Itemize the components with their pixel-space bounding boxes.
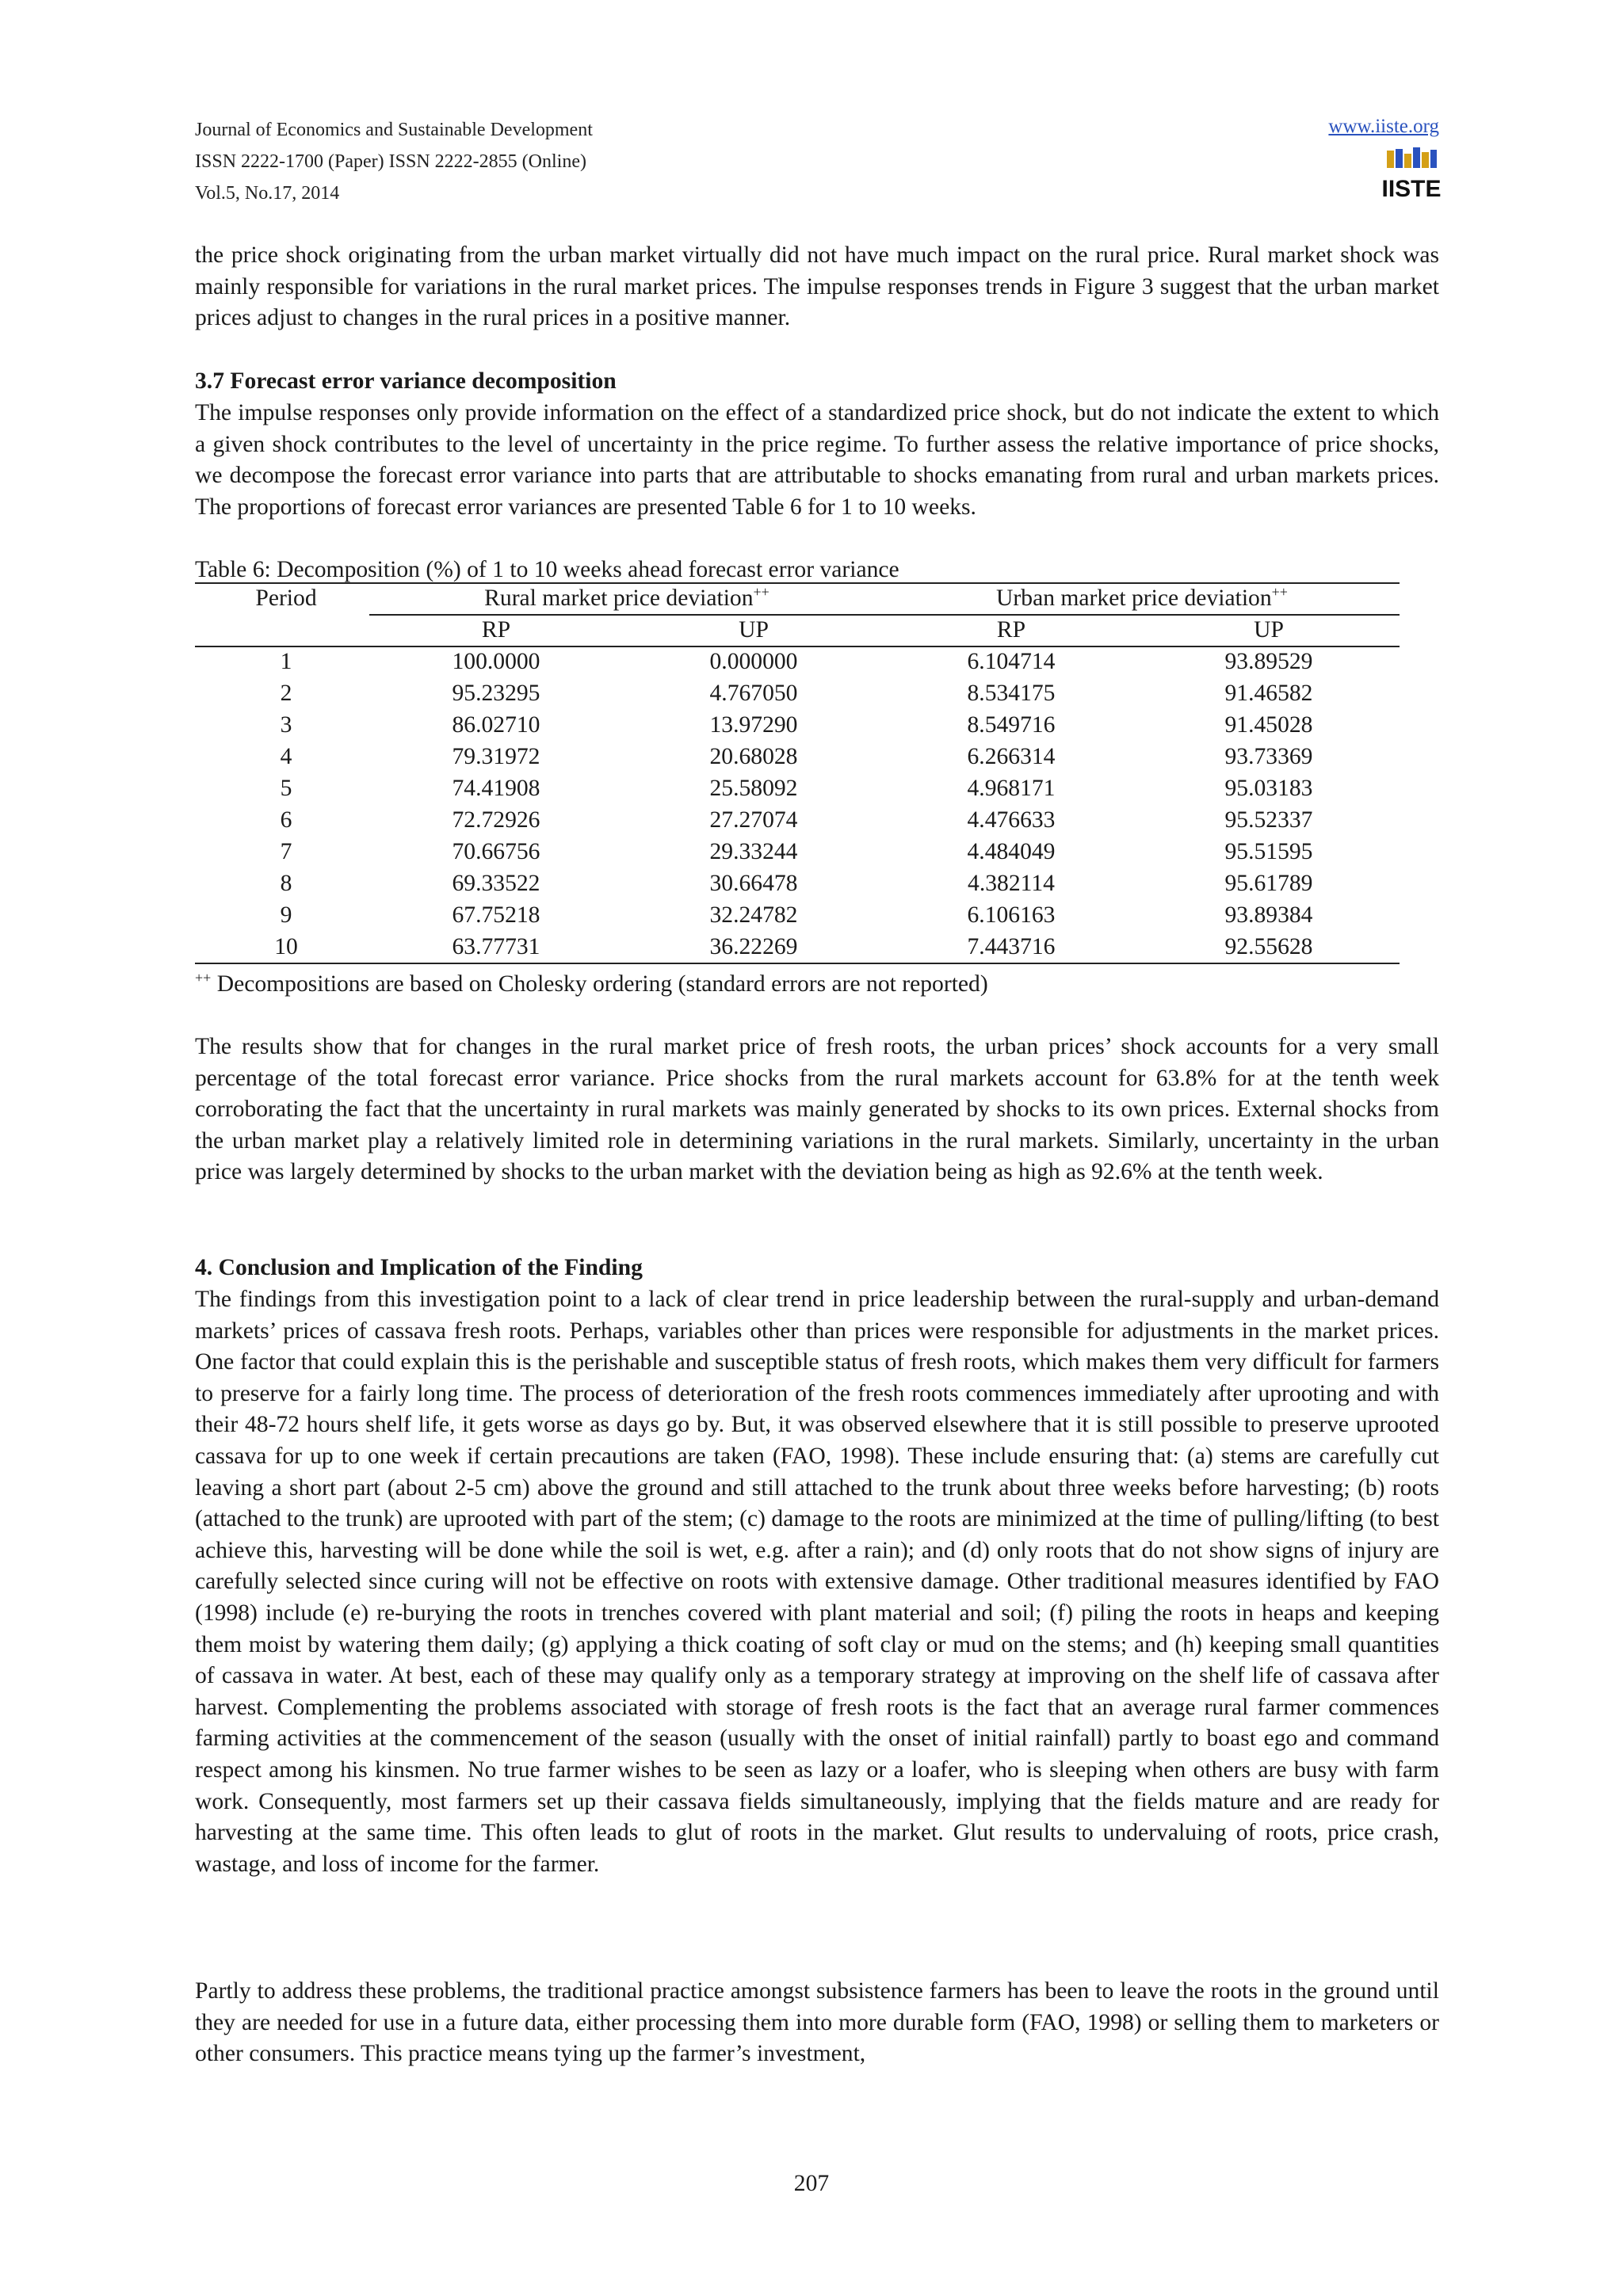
table-bottom-rule	[195, 963, 1400, 964]
section-heading-3-7: 3.7 Forecast error variance decomposition	[195, 368, 617, 394]
journal-issn: ISSN 2222-1700 (Paper) ISSN 2222-2855 (Online)	[195, 151, 586, 172]
cell-urban-rp: 4.968171	[967, 776, 1056, 801]
journal-name: Journal of Economics and Sustainable Development	[195, 120, 593, 140]
cell-urban-rp: 7.443716	[967, 934, 1056, 959]
table-row	[195, 868, 1400, 899]
cell-urban-rp: 8.534175	[967, 681, 1056, 706]
cell-rural-rp: 63.77731	[452, 934, 540, 959]
cell-urban-up: 95.52337	[1224, 807, 1313, 833]
cell-rural-rp: 67.75218	[452, 902, 540, 928]
cell-rural-up: 30.66478	[709, 871, 798, 896]
table-row	[195, 677, 1400, 709]
table-row	[195, 741, 1400, 772]
table-row	[195, 836, 1400, 868]
table-row	[195, 772, 1400, 804]
section-heading-4: 4. Conclusion and Implication of the Finding	[195, 1255, 643, 1280]
journal-volume: Vol.5, No.17, 2014	[195, 183, 340, 204]
cell-urban-rp: 6.106163	[967, 902, 1056, 928]
cell-urban-up: 93.73369	[1224, 744, 1313, 769]
cell-rural-up: 0.000000	[709, 649, 798, 674]
cell-urban-rp: 6.104714	[967, 649, 1056, 674]
subheader-rural-up: UP	[739, 617, 769, 643]
table-row	[195, 899, 1400, 931]
subheader-urban-rp: RP	[996, 617, 1026, 643]
cell-urban-rp: 6.266314	[967, 744, 1056, 769]
table-row	[195, 804, 1400, 836]
page-header	[195, 116, 1442, 211]
cell-urban-up: 91.46582	[1224, 681, 1313, 706]
cell-rural-rp: 70.66756	[452, 839, 540, 864]
cell-urban-rp: 4.476633	[967, 807, 1056, 833]
iiste-logo-icon	[1381, 147, 1442, 202]
cell-rural-rp: 69.33522	[452, 871, 540, 896]
cell-rural-up: 4.767050	[709, 681, 798, 706]
logo-wordmark: IISTE	[1381, 176, 1442, 202]
cell-period: 6	[280, 807, 292, 833]
cell-period: 8	[280, 871, 292, 896]
cell-urban-up: 91.45028	[1224, 712, 1313, 738]
cell-rural-rp: 74.41908	[452, 776, 540, 801]
table-body	[195, 646, 1400, 963]
cell-rural-rp: 86.02710	[452, 712, 540, 738]
cell-rural-up: 27.27074	[709, 807, 798, 833]
cell-urban-up: 93.89529	[1224, 649, 1313, 674]
final-paragraph: Partly to address these problems, the traditional practice amongst subsistence farmers has been to leave the roots in the ground until they are needed for use in a future data, either processing them into more durable form (FAO, 1998) or selling them to marketers or other consumers. This practice means tying up the farmer’s investment,	[195, 1978, 1439, 2067]
results-paragraph: The results show that for changes in the rural market price of fresh roots, the urban prices’ shock accounts for a very small percentage of the total forecast error variance. Price shocks from the rural markets account for 63.8% for at the tenth week corroborating the fact that the uncertainty in rural markets was mainly generated by shocks to its own prices. External shocks from the urban market play a relatively limited role in determining variations in the rural markets. Similarly, uncertainty in the urban price was largely determined by shocks to the urban market with the deviation being as high as 92.6% at the tenth week.	[195, 1034, 1439, 1185]
cell-period: 9	[280, 902, 292, 928]
section-3-7-paragraph: The impulse responses only provide information on the effect of a standardized price shock, but do not indicate the extent to which a given shock contributes to the level of uncertainty in the price regime. To further assess the relative importance of price shocks, we decompose the forecast error variance into parts that are attributable to shocks emanating from rural and urban markets prices. The proportions of forecast error variances are presented Table 6 for 1 to 10 weeks.	[195, 400, 1439, 520]
cell-rural-up: 36.22269	[709, 934, 798, 959]
cell-rural-up: 25.58092	[709, 776, 798, 801]
table-caption: Table 6: Decomposition (%) of 1 to 10 weeks ahead forecast error variance	[195, 557, 899, 582]
table-row	[195, 931, 1400, 963]
cell-rural-up: 13.97290	[709, 712, 798, 738]
cell-rural-rp: 95.23295	[452, 681, 540, 706]
subheader-rural-rp: RP	[481, 617, 511, 643]
cell-rural-rp: 100.0000	[452, 649, 540, 674]
cell-period: 1	[280, 649, 292, 674]
website-link[interactable]: www.iiste.org	[1328, 116, 1439, 137]
cell-rural-rp: 79.31972	[452, 744, 540, 769]
cell-period: 3	[280, 712, 292, 738]
table-row	[195, 646, 1400, 677]
section-4-paragraph: The findings from this investigation point to a lack of clear trend in price leadership between the rural-supply and urban-demand markets’ prices of cassava fresh roots. Perhaps, variables other than prices were responsible for adjustments in the market prices. One factor that could explain this is the perishable and susceptible status of fresh roots, which makes them very difficult for farmers to preserve for a fairly long time. The process of deterioration of the fresh roots commences immediately after uprooting and with their 48-72 hours shelf life, it gets worse as days go by. But, it was observed elsewhere that it is still possible to preserve uprooted cassava for up to one week if certain precautions are taken (FAO, 1998). These include ensuring that: (a) stems are carefully cut leaving a short part (about 2-5 cm) above the ground and still attached to the trunk about three weeks before harvesting; (b) roots (attached to the trunk) are uprooted with part of the stem; (c) damage to the roots are minimized at the time of pulling/lifting (to best achieve this, harvesting will be done while the soil is wet, e.g. after a rain); and (d) only roots that do not show signs of injury are carefully selected since curing will not be effective on roots with extensive damage. Other traditional measures identified by FAO (1998) include (e) re-burying the roots in trenches covered with plant material and soil; (f) piling the roots in heaps and keeping them moist by watering them daily; (g) applying a thick coating of soft clay or mud on the stems; and (h) keeping small quantities of cassava in water. At best, each of these may qualify only as a temporary strategy at improving on the shelf life of cassava after harvest. Complementing the problems associated with storage of fresh roots is the fact that an average rural farmer commences farming activities at the commencement of the season (usually with the onset of initial rainfall) partly to boast ego and command respect among his kinsmen. No true farmer wishes to be seen as lazy or a loafer, who is sleeping when others are busy with farm work. Consequently, most farmers set up their cassava fields simultaneously, implying that the fields mature and are ready for harvesting at the same time. This often leads to glut of roots in the market. Glut results to undervaluing of roots, price crash, wastage, and loss of income for the farmer.	[195, 1287, 1439, 1877]
table-sub-header	[195, 614, 1400, 646]
cell-urban-up: 95.61789	[1224, 871, 1313, 896]
subheader-urban-up: UP	[1254, 617, 1284, 643]
cell-rural-up: 20.68028	[709, 744, 798, 769]
cell-urban-up: 92.55628	[1224, 934, 1313, 959]
cell-rural-up: 32.24782	[709, 902, 798, 928]
cell-urban-up: 93.89384	[1224, 902, 1313, 928]
iiste-logo	[1381, 147, 1442, 202]
cell-urban-rp: 8.549716	[967, 712, 1056, 738]
cell-urban-up: 95.51595	[1224, 839, 1313, 864]
cell-urban-rp: 4.484049	[967, 839, 1056, 864]
cell-period: 5	[280, 776, 292, 801]
decomposition-table	[195, 582, 1400, 963]
cell-rural-rp: 72.72926	[452, 807, 540, 833]
intro-paragraph: the price shock originating from the urban market virtually did not have much impact on the rural price. Rural market shock was mainly responsible for variations in the rural market prices. The impulse responses trends in Figure 3 suggest that the urban market prices adjust to changes in the rural prices in a positive manner.	[195, 242, 1439, 331]
header-rural-group: Rural market price deviation++	[484, 584, 769, 611]
table-group-header	[195, 582, 1400, 614]
cell-rural-up: 29.33244	[709, 839, 798, 864]
table-row	[195, 709, 1400, 741]
cell-period: 2	[280, 681, 292, 706]
cell-period: 7	[280, 839, 292, 864]
cell-urban-rp: 4.382114	[968, 871, 1055, 896]
header-period: Period	[255, 585, 317, 611]
cell-period: 4	[280, 744, 292, 769]
cell-urban-up: 95.03183	[1224, 776, 1313, 801]
table-footnote: ++ Decompositions are based on Cholesky ordering (standard errors are not reported)	[195, 970, 988, 997]
page-number: 207	[793, 2171, 830, 2196]
header-urban-group: Urban market price deviation++	[996, 584, 1288, 611]
cell-period: 10	[274, 934, 298, 959]
